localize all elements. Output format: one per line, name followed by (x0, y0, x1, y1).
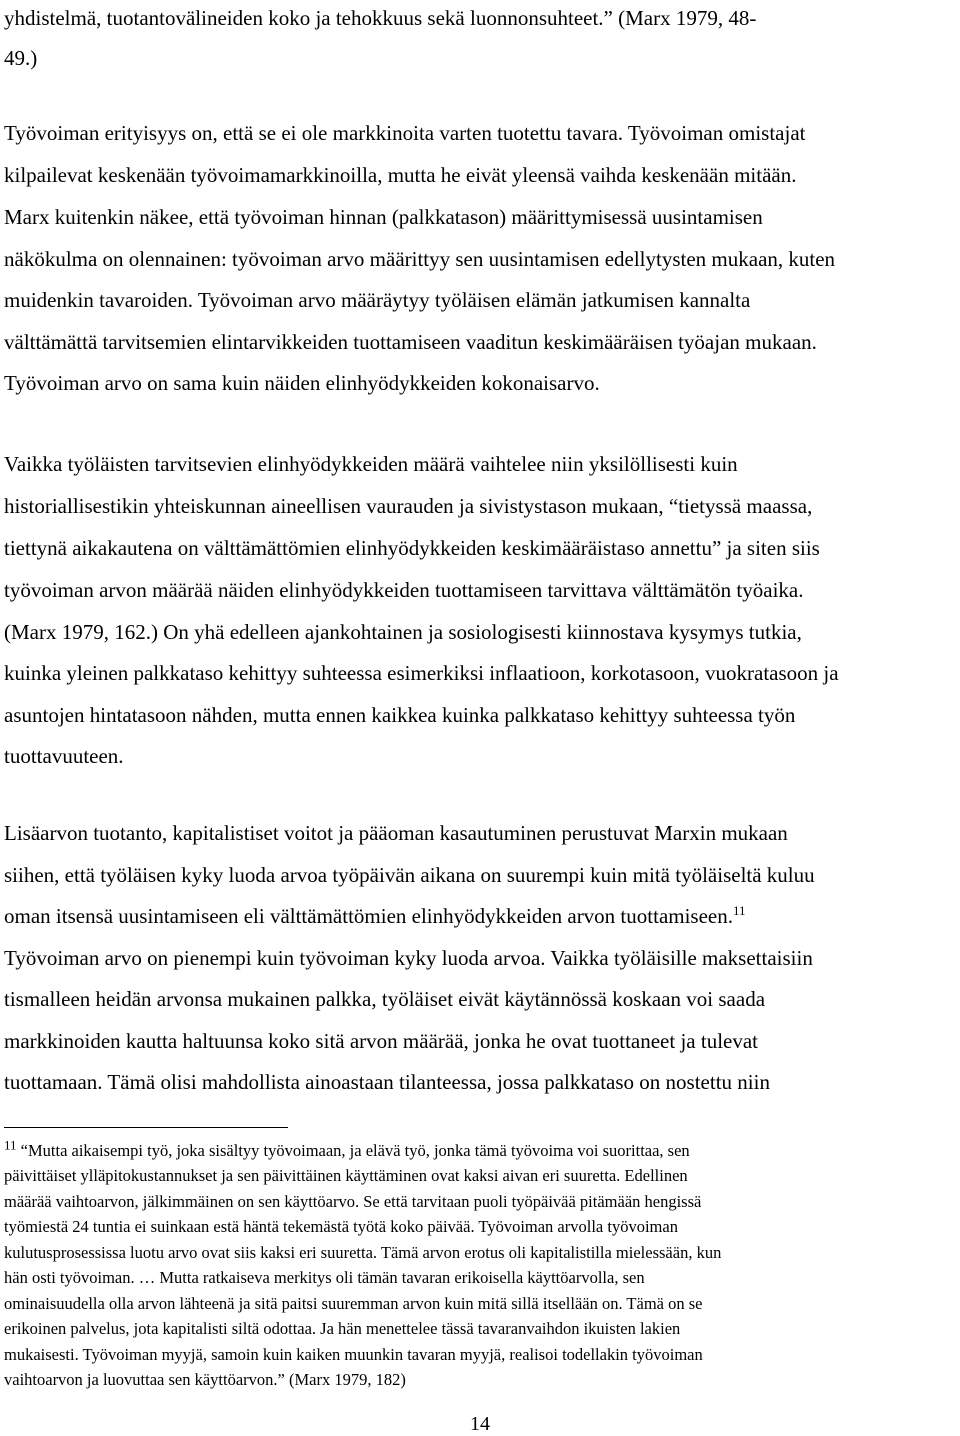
body-line: näkökulma on olennainen: työvoiman arvo määrittyy sen uusintamisen edellytysten mukaan, kuten (4, 247, 836, 271)
body-line: tismalleen heidän arvonsa mukainen palkka, työläiset eivät käytännössä koskaan voi saada (4, 987, 766, 1011)
body-line: Vaikka työläisten tarvitsevien elinhyödykkeiden määrä vaihtelee niin yksilöllisesti kuin (4, 452, 738, 476)
body-line: kilpailevat keskenään työvoimamarkkinoilla, mutta he eivät yleensä vaihda keskenään mitään. (4, 163, 797, 187)
body-line: työvoiman arvon määrää näiden elinhyödykkeiden tuottamiseen tarvittava välttämätön työaika. (4, 578, 804, 602)
page-number: 14 (470, 1413, 490, 1435)
footnote-line: ominaisuudella olla arvon lähteenä ja sitä paitsi suuremman arvon kuin mitä sillä itsellään on. Tämä on se (4, 1294, 703, 1313)
body-line: Marx kuitenkin näkee, että työvoiman hinnan (palkkatason) määrittymisessä uusintamisen (4, 205, 763, 229)
body-line: kuinka yleinen palkkataso kehittyy suhteessa esimerkiksi inflaatioon, korkotasoon, vuokratasoon ja (4, 661, 839, 685)
footnote-line: määrää vaihtoarvon, jälkimmäinen on sen käyttöarvo. Se että tarvitaan puoli työpäivää pitämään hengissä (4, 1192, 702, 1211)
body-line: Työvoiman arvo on pienempi kuin työvoiman kyky luoda arvoa. Vaikka työläisille maksettaisiin (4, 946, 813, 970)
footnote-first-line (4, 1137, 690, 1161)
body-line: 49.) (4, 46, 38, 70)
footnote-text: “Mutta aikaisempi työ, joka sisältyy työvoimaan, ja elävä työ, jonka tämä työvoima voi suorittaa, sen (20, 1141, 690, 1160)
footnote-line: työmiestä 24 tuntia ei suinkaan estä häntä tekemästä työtä koko päivää. Työvoiman arvolla työvoiman (4, 1217, 678, 1236)
footnote-separator (4, 1127, 288, 1128)
footnote-line: vaihtoarvon ja luovuttaa sen käyttöarvon.” (Marx 1979, 182) (4, 1370, 406, 1389)
footnote-line: hän osti työvoiman. … Mutta ratkaiseva merkitys oli tämän tavaran erikoisella käyttöarvolla, sen (4, 1268, 645, 1287)
footnote-line: erikoinen palvelus, jota kapitalisti siltä odottaa. Ja hän menettelee tässä tavaranvaihdon ikuisten lakien (4, 1319, 681, 1338)
body-line: tuottamaan. Tämä olisi mahdollista ainoastaan tilanteessa, jossa palkkataso on nostettu niin (4, 1070, 770, 1094)
body-line: tiettynä aikakautena on välttämättömien elinhyödykkeiden keskimääräistaso annettu” ja siten siis (4, 536, 820, 560)
body-line: markkinoiden kautta haltuunsa koko sitä arvon määrää, jonka he ovat tuottaneet ja tulevat (4, 1029, 759, 1053)
footnote-line: kulutusprosessissa luotu arvo ovat siis kaksi eri suuretta. Tämä arvon erotus oli kapitalistilla mielessään, kun (4, 1243, 722, 1262)
body-line-text: oman itsensä uusintamiseen eli välttämättömien elinhyödykkeiden arvon tuottamiseen. (4, 904, 733, 928)
body-line: muidenkin tavaroiden. Työvoiman arvo määräytyy työläisen elämän jatkumisen kannalta (4, 288, 751, 312)
body-line: Työvoiman arvo on sama kuin näiden elinhyödykkeiden kokonaisarvo. (4, 371, 600, 395)
body-line: tuottavuuteen. (4, 744, 124, 768)
body-line: yhdistelmä, tuotantovälineiden koko ja tehokkuus sekä luonnonsuhteet.” (Marx 1979, 48- (4, 6, 757, 30)
body-line: välttämättä tarvitsemien elintarvikkeiden tuottamiseen vaaditun keskimääräisen työajan mukaan. (4, 330, 817, 354)
body-line: Työvoiman erityisyys on, että se ei ole markkinoita varten tuotettu tavara. Työvoiman omistajat (4, 121, 806, 145)
footnote-number: 11 (4, 1137, 17, 1153)
body-line: Lisäarvon tuotanto, kapitalistiset voitot ja pääoman kasautuminen perustuvat Marxin mukaan (4, 821, 788, 845)
body-line-with-footnote-ref (4, 903, 746, 929)
footnote-line: päivittäiset ylläpitokustannukset ja sen päivittäinen käyttäminen ovat kaksi aivan eri suuretta. Edellinen (4, 1166, 688, 1185)
footnote-line: mukaisesti. Työvoiman myyjä, samoin kuin kaiken muunkin tavaran myyjä, realisoi todellakin työvoiman (4, 1345, 703, 1364)
body-line: siihen, että työläisen kyky luoda arvoa työpäivän aikana on suurempi kuin mitä työläiseltä kuluu (4, 863, 815, 887)
footnote-reference[interactable]: 11 (733, 903, 746, 918)
body-line: asuntojen hintatasoon nähden, mutta ennen kaikkea kuinka palkkataso kehittyy suhteessa työn (4, 703, 796, 727)
body-line: (Marx 1979, 162.) On yhä edelleen ajankohtainen ja sosiologisesti kiinnostava kysymys tutkia, (4, 620, 802, 644)
body-line: historiallisestikin yhteiskunnan aineellisen vaurauden ja sivistystason mukaan, “tietyssä maassa, (4, 494, 813, 518)
